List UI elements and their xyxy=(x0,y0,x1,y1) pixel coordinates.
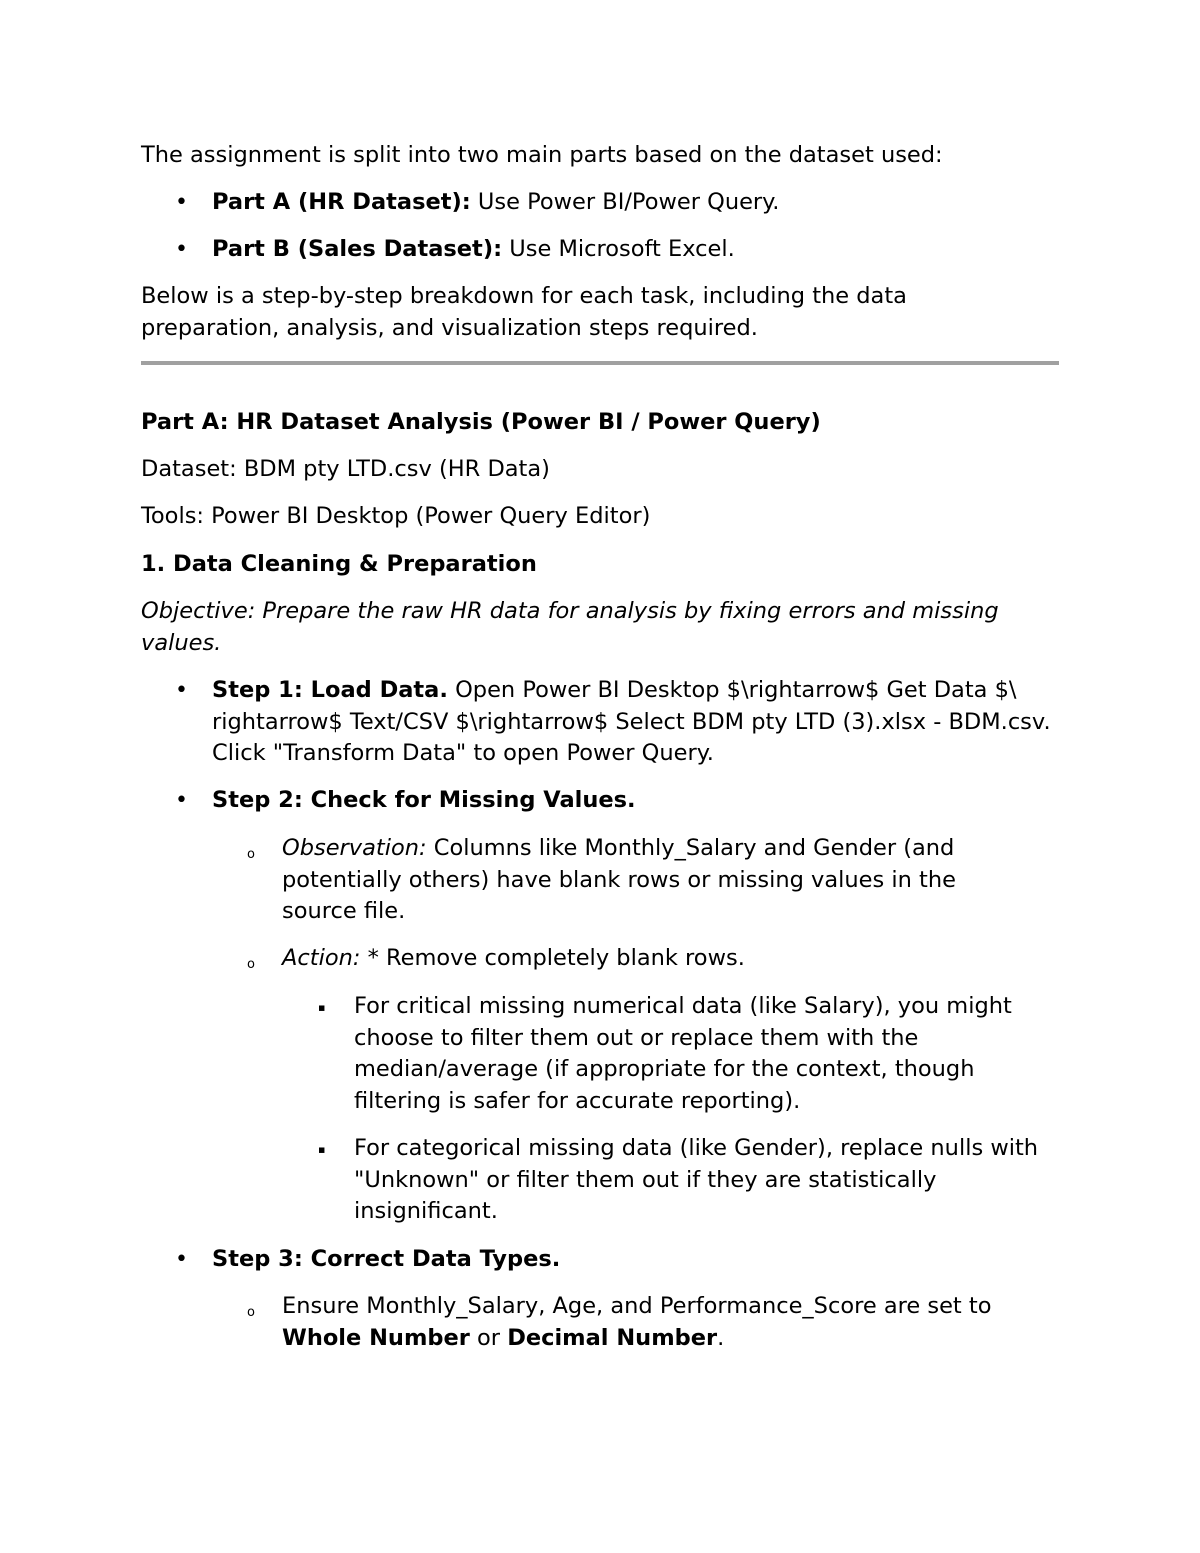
part-label: Part A (HR Dataset): xyxy=(212,189,471,215)
square-bullet-icon: ▪ xyxy=(318,1143,326,1156)
square-bullet-icon: ▪ xyxy=(318,1001,326,1014)
sub-item-text: For critical missing numerical data (like Salary), you might choose to filter them out or replace them with the median/average (if appropriate for the context, though filtering is safer for accurate reporting). xyxy=(354,993,1012,1114)
sub-list-item xyxy=(141,991,1059,1119)
objective-italic: Objective: Prepare the raw HR data for analysis by fixing errors and missing values. xyxy=(141,598,999,656)
bullet-icon: • xyxy=(175,788,188,813)
part-list-item xyxy=(141,187,1059,219)
step-item xyxy=(141,785,1059,817)
detail-text-mid: or xyxy=(469,1324,508,1351)
observation-text: Columns like Monthly_Salary and Gender (and potentially others) have blank rows or missing values in the source file. xyxy=(282,835,956,924)
decimal-number-label: Decimal Number xyxy=(507,1324,718,1351)
part-label: Part B (Sales Dataset): xyxy=(212,236,503,262)
bullet-icon: • xyxy=(175,678,188,703)
detail-text: Ensure Monthly_Salary, Age, and Performance_Score are set to xyxy=(282,1293,992,1319)
part-text: Use Power BI/Power Query. xyxy=(470,189,780,215)
step-item xyxy=(141,1244,1059,1276)
intro-text: The assignment is split into two main parts based on the dataset used: xyxy=(141,142,943,168)
tools-line: Tools: Power BI Desktop (Power Query Editor) xyxy=(141,503,651,529)
bullet-icon: • xyxy=(175,1247,188,1272)
bullet-icon: • xyxy=(175,237,188,262)
sub-bullet-icon: o xyxy=(247,847,255,862)
action-item xyxy=(141,943,1059,975)
detail-text-end: . xyxy=(717,1324,725,1351)
step-label: Step 3: Correct Data Types. xyxy=(212,1246,561,1272)
part-text: Use Microsoft Excel. xyxy=(502,236,735,262)
section-heading: 1. Data Cleaning & Preparation xyxy=(141,551,537,577)
horizontal-divider xyxy=(141,361,1059,365)
sub-item-text: For categorical missing data (like Gender), replace nulls with "Unknown" or filter them out if they are statistically insignificant. xyxy=(354,1135,1039,1224)
action-text: * Remove completely blank rows. xyxy=(360,945,745,971)
observation-label: Observation: xyxy=(282,835,427,861)
sub-list-item xyxy=(141,1133,1059,1229)
breakdown-text: Below is a step-by-step breakdown for each task, including the data preparation, analysis, and visualization steps required. xyxy=(141,283,907,341)
sub-bullet-icon: o xyxy=(247,957,255,972)
step3-detail-item xyxy=(141,1291,1059,1355)
part-a-heading: Part A: HR Dataset Analysis (Power BI / Power Query) xyxy=(141,409,821,435)
step-item xyxy=(141,675,1059,771)
step-label: Step 1: Load Data. xyxy=(212,677,448,703)
dataset-line: Dataset: BDM pty LTD.csv (HR Data) xyxy=(141,456,550,482)
whole-number-label: Whole Number xyxy=(282,1324,470,1351)
action-label: Action: xyxy=(282,945,361,971)
step-text: Open Power BI Desktop $\rightarrow$ Get Data $\ rightarrow$ Text/CSV $\rightarrow$ Select BDM pty LTD (3).xlsx - BDM.csv. Click "Transform Data" to open Power Query. xyxy=(212,677,1051,766)
observation-item xyxy=(141,833,1059,929)
objective-text xyxy=(141,596,1051,659)
part-list-item xyxy=(141,234,1059,266)
step-label: Step 2: Check for Missing Values. xyxy=(212,787,636,813)
sub-bullet-icon: o xyxy=(247,1305,255,1320)
bullet-icon: • xyxy=(175,190,188,215)
